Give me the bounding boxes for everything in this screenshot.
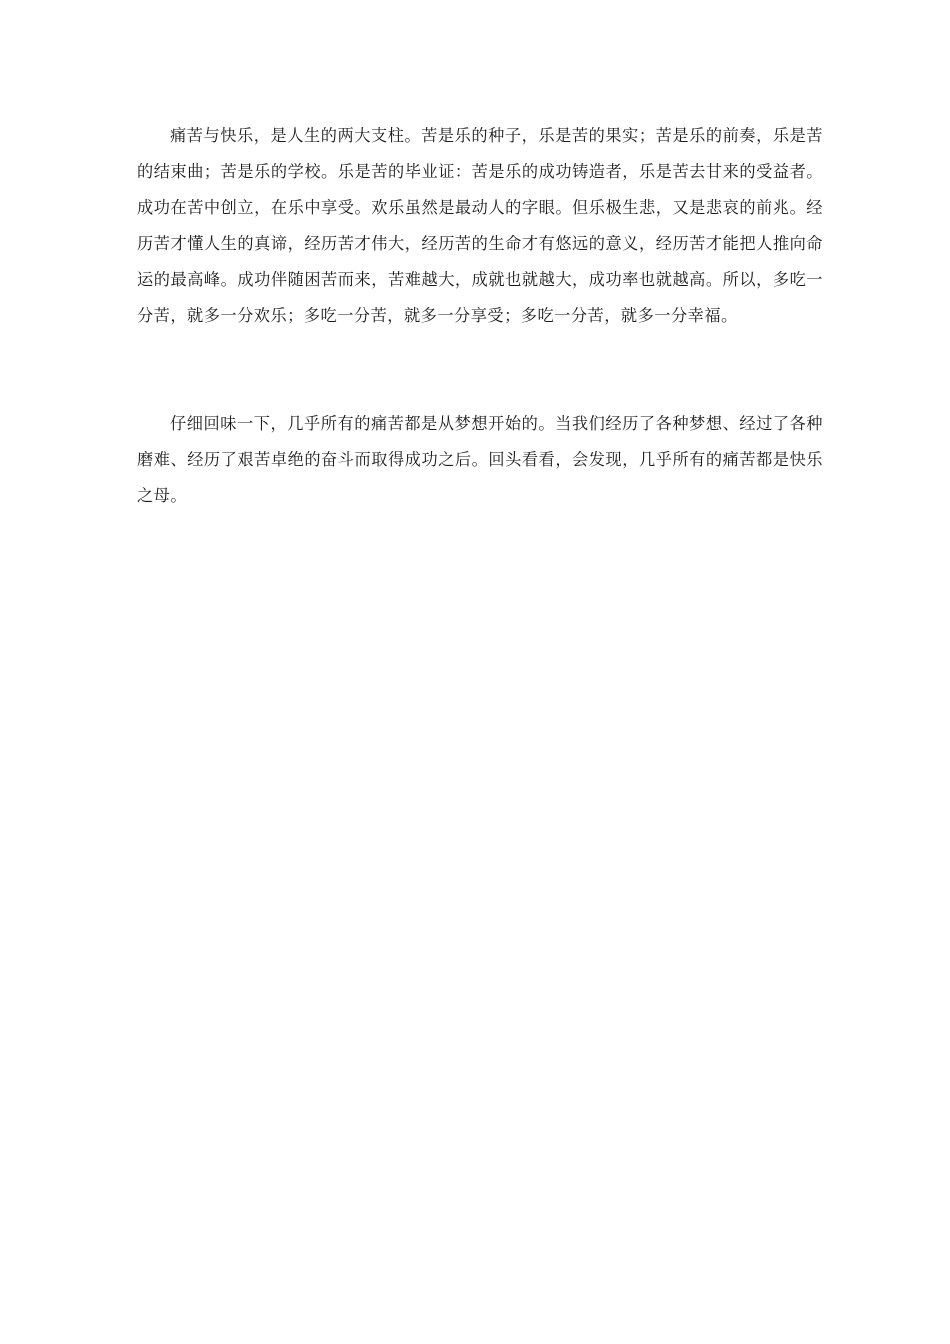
paragraph-2: 仔细回味一下，几乎所有的痛苦都是从梦想开始的。当我们经历了各种梦想、经过了各种磨难、经历了艰苦卓绝的奋斗而取得成功之后。回头看看，会发现，几乎所有的痛苦都是快乐之母。 [137, 414, 823, 505]
paragraph-spacer [137, 334, 823, 406]
paragraph-1: 痛苦与快乐，是人生的两大支柱。苦是乐的种子，乐是苦的果实；苦是乐的前奏，乐是苦的结束曲；苦是乐的学校。乐是苦的毕业证：苦是乐的成功铸造者，乐是苦去甘来的受益者。成功在苦中创立，在乐中享受。欢乐虽然是最动人的字眼。但乐极生悲，又是悲哀的前兆。经历苦才懂人生的真谛，经历苦才伟大，经历苦的生命才有悠远的意义，经历苦才能把人推向命运的最高峰。成功伴随困苦而来，苦难越大，成就也就越大，成功率也就越高。所以，多吃一分苦，就多一分欢乐；多吃一分苦，就多一分享受；多吃一分苦，就多一分幸福。 [137, 126, 823, 325]
document-body [137, 118, 823, 514]
